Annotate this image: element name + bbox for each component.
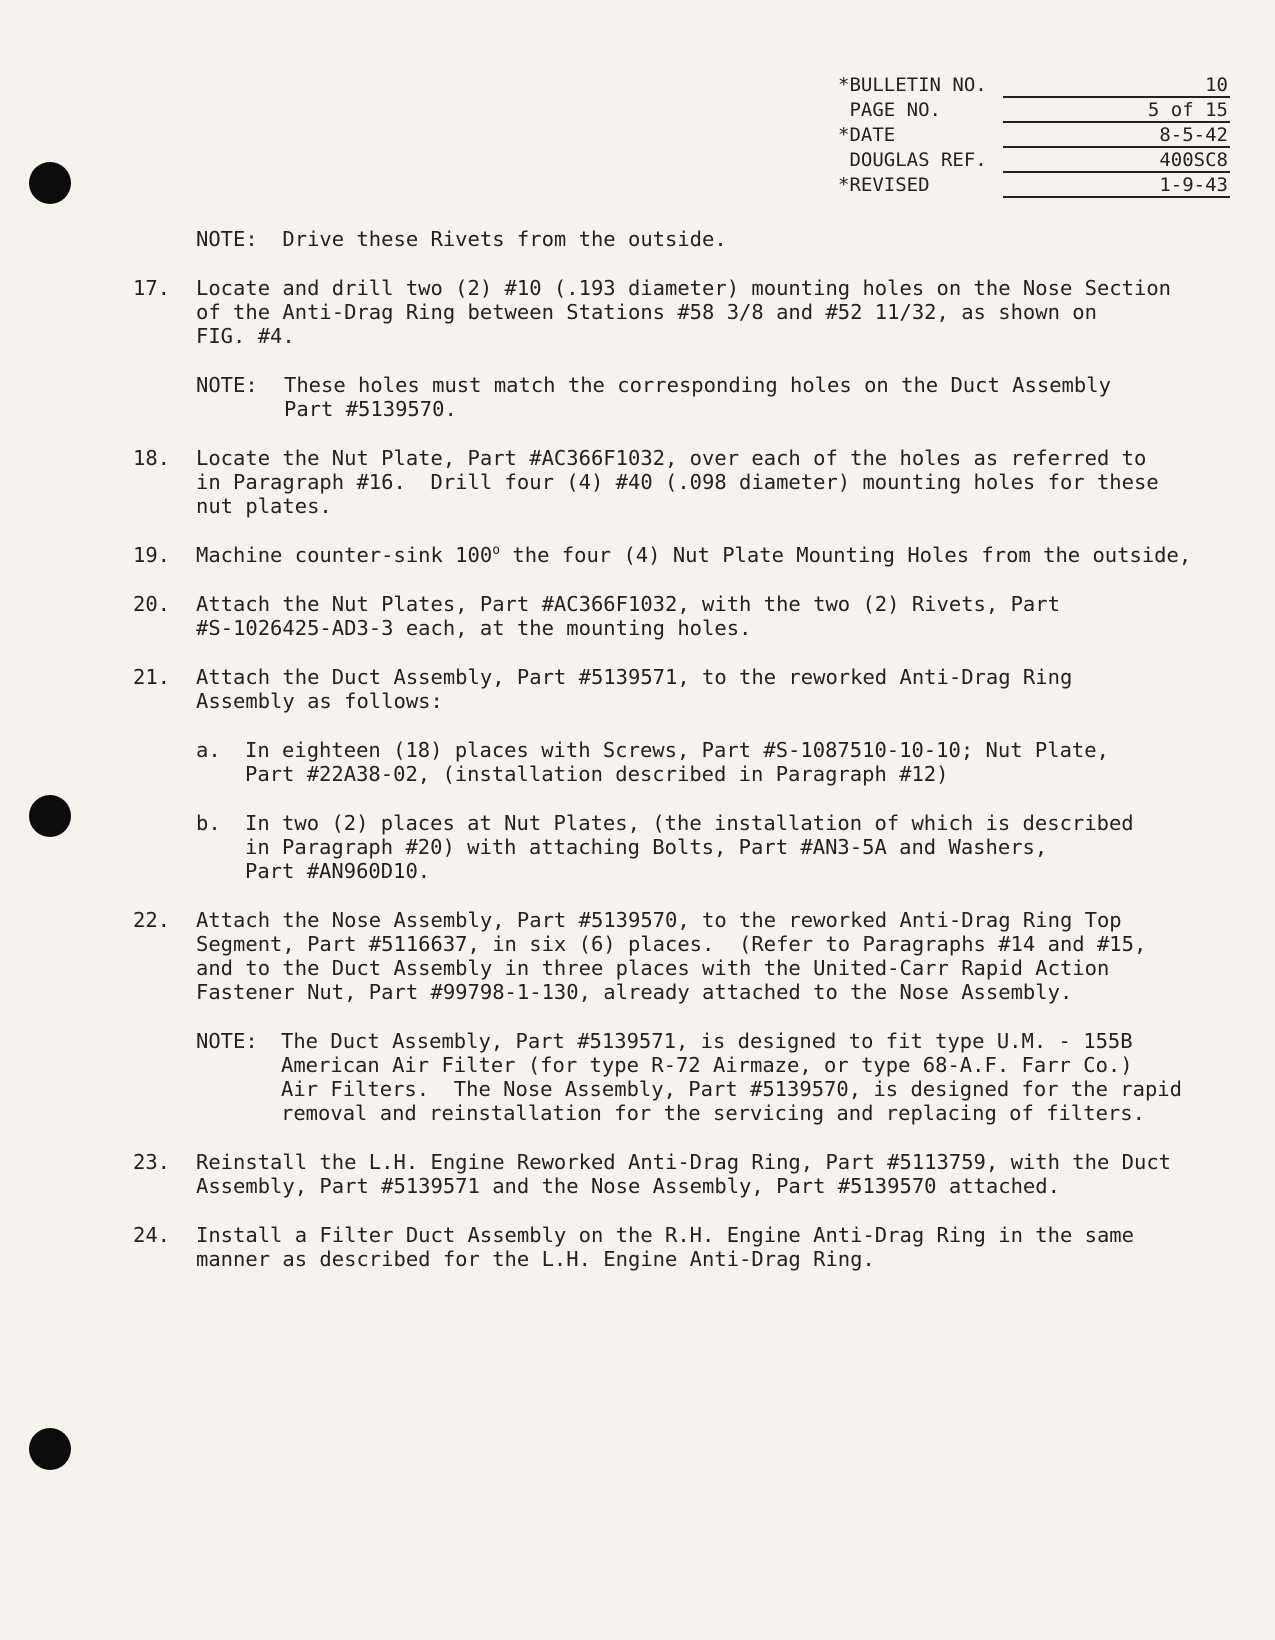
item-22-line: Attach the Nose Assembly, Part #5139570, to the reworked Anti-Drag Ring Top — [196, 908, 1122, 932]
item-19-text-a: Machine counter-sink 100 — [196, 543, 493, 567]
bulletin-header-block — [838, 74, 1230, 199]
item-22-line: Fastener Nut, Part #99798-1-130, already attached to the Nose Assembly. — [196, 980, 1073, 1004]
item-20-line: #S-1026425-AD3-3 each, at the mounting holes. — [196, 616, 752, 640]
item-21a-line: In eighteen (18) places with Screws, Part #S-1087510-10-10; Nut Plate, — [245, 738, 1109, 762]
bulletin-label: *BULLETIN NO. — [838, 74, 987, 96]
item-24-line: Install a Filter Duct Assembly on the R.H. Engine Anti-Drag Ring in the same — [196, 1223, 1134, 1247]
bulletin-value: 10 — [1003, 74, 1230, 98]
item-21b-line: Part #AN960D10. — [245, 859, 431, 883]
item-21b-line: In two (2) places at Nut Plates, (the installation of which is described — [245, 811, 1134, 835]
item-24-number: 24. — [133, 1223, 171, 1247]
note-22-line: Air Filters. The Nose Assembly, Part #5139570, is designed for the rapid — [281, 1077, 1182, 1101]
revised-value: 1-9-43 — [1003, 174, 1230, 198]
page-value: 5 of 15 — [1003, 99, 1230, 123]
item-18-line: nut plates. — [196, 494, 332, 518]
item-21-line: Attach the Duct Assembly, Part #5139571, to the reworked Anti-Drag Ring — [196, 665, 1073, 689]
binder-hole-middle — [29, 795, 71, 837]
item-22-line: and to the Duct Assembly in three places with the United-Carr Rapid Action — [196, 956, 1110, 980]
note-22-line: American Air Filter (for type R-72 Airmaze, or type 68-A.F. Farr Co.) — [281, 1053, 1133, 1077]
binder-hole-bottom — [29, 1428, 71, 1470]
page-row — [838, 99, 1230, 124]
item-23-line: Assembly, Part #5139571 and the Nose Assembly, Part #5139570 attached. — [196, 1174, 1060, 1198]
item-24-line: manner as described for the L.H. Engine Anti-Drag Ring. — [196, 1247, 875, 1271]
item-21-line: Assembly as follows: — [196, 689, 443, 713]
item-18-line: in Paragraph #16. Drill four (4) #40 (.098 diameter) mounting holes for these — [196, 470, 1159, 494]
item-18-number: 18. — [133, 446, 171, 470]
item-20-line: Attach the Nut Plates, Part #AC366F1032, with the two (2) Rivets, Part — [196, 592, 1060, 616]
note-17-line: These holes must match the corresponding holes on the Duct Assembly — [284, 373, 1111, 397]
item-21a-letter: a. — [196, 738, 221, 762]
page-label: PAGE NO. — [838, 99, 941, 121]
bulletin-row — [838, 74, 1230, 99]
item-18-line: Locate the Nut Plate, Part #AC366F1032, over each of the holes as referred to — [196, 446, 1147, 470]
douglas-ref-label: DOUGLAS REF. — [838, 149, 987, 171]
item-17-line: of the Anti-Drag Ring between Stations #58 3/8 and #52 11/32, as shown on — [196, 300, 1097, 324]
item-22-line: Segment, Part #5116637, in six (6) places. (Refer to Paragraphs #14 and #15, — [196, 932, 1147, 956]
item-17-line: Locate and drill two (2) #10 (.193 diameter) mounting holes on the Nose Section — [196, 276, 1172, 300]
date-value: 8-5-42 — [1003, 124, 1230, 148]
date-label: *DATE — [838, 124, 896, 146]
item-17-number: 17. — [133, 276, 171, 300]
douglas-ref-row — [838, 149, 1230, 174]
revised-label: *REVISED — [838, 174, 930, 196]
item-21b-line: in Paragraph #20) with attaching Bolts, Part #AN3-5A and Washers, — [245, 835, 1048, 859]
item-19-line — [196, 543, 1191, 568]
note-22-line: The Duct Assembly, Part #5139571, is designed to fit type U.M. - 155B — [281, 1029, 1133, 1053]
douglas-ref-value: 400SC8 — [1003, 149, 1230, 173]
revised-row — [838, 174, 1230, 199]
item-23-line: Reinstall the L.H. Engine Reworked Anti-Drag Ring, Part #5113759, with the Duct — [196, 1150, 1172, 1174]
item-21b-letter: b. — [196, 811, 221, 835]
note-17-label: NOTE: — [196, 373, 258, 397]
item-19-text-b: the four (4) Nut Plate Mounting Holes from the outside, — [500, 543, 1192, 567]
note-22-label: NOTE: — [196, 1029, 258, 1053]
item-21-number: 21. — [133, 665, 171, 689]
item-20-number: 20. — [133, 592, 171, 616]
note-17-line: Part #5139570. — [284, 397, 457, 421]
item-22-number: 22. — [133, 908, 171, 932]
binder-hole-top — [29, 162, 71, 204]
degree-mark: o — [492, 543, 501, 559]
item-23-number: 23. — [133, 1150, 171, 1174]
date-row — [838, 124, 1230, 149]
item-19-number: 19. — [133, 543, 171, 567]
item-17-line: FIG. #4. — [196, 324, 295, 348]
note-22-line: removal and reinstallation for the servicing and replacing of filters. — [281, 1101, 1145, 1125]
item-21a-line: Part #22A38-02, (installation described in Paragraph #12) — [245, 762, 949, 786]
note-drive-rivets: NOTE: Drive these Rivets from the outside. — [196, 227, 727, 251]
